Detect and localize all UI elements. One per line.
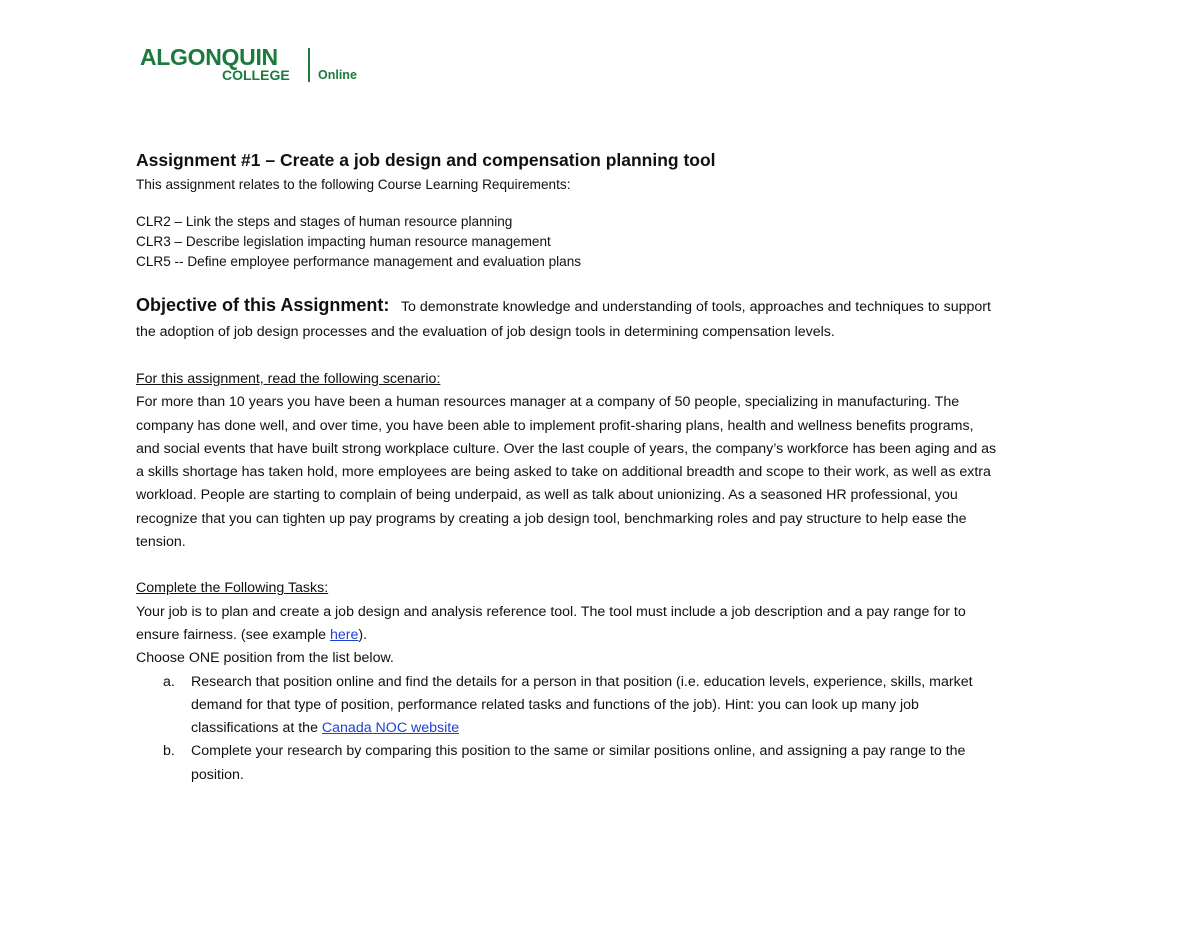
list-marker: b.	[163, 743, 175, 760]
page-title: Assignment #1 – Create a job design and compensation planning tool	[136, 150, 716, 170]
tasks-section	[136, 577, 1066, 787]
list-item: a. Research that position online and find the details for a person in that position (i.e. education levels, experience, skills, market demand for that type of position, performance related tasks and functions of the job). Hint: you can look up many job classifications at the Canada NOC website	[136, 671, 1066, 741]
logo-wordmark: ALGONQUIN	[140, 44, 278, 70]
objective-label: Objective of this Assignment:	[136, 295, 390, 315]
tasks-line: ensure fairness. (see example here).	[136, 626, 368, 643]
tasks-line: Your job is to plan and create a job design and analysis reference tool. The tool must include a job description and a pay range for to	[136, 603, 966, 620]
scenario-heading: For this assignment, read the following scenario:	[136, 371, 441, 387]
clr-item: CLR5 -- Define employee performance management and evaluation plans	[136, 254, 582, 269]
clr-item: CLR3 – Describe legislation impacting human resource management	[136, 234, 551, 249]
scenario-line: recognize that you can tighten up pay programs by creating a job design tool, benchmarking roles and pay structure to help ease the	[136, 510, 967, 527]
logo-divider	[308, 48, 310, 82]
tasks-heading: Complete the Following Tasks:	[136, 580, 329, 597]
scenario-section	[136, 368, 1066, 554]
scenario-line: workload. People are starting to complain of being underpaid, as well as talk about unionizing. As a seasoned HR professional, you	[136, 487, 958, 504]
scenario-line: For more than 10 years you have been a human resources manager at a company of 50 people, specializing in manufacturing. The	[136, 394, 960, 411]
objective-section	[136, 293, 1066, 345]
clr-list	[136, 212, 1066, 272]
scenario-line: a skills shortage has taken hold, more employees are being asked to take on additional breadth and scope to their work, as well as extra	[136, 464, 991, 481]
objective-text-1: To demonstrate knowledge and understanding of tools, approaches and techniques to support	[400, 299, 991, 315]
canada-noc-website-link[interactable]: Canada NOC website	[321, 720, 460, 737]
objective-text-2: the adoption of job design processes and the evaluation of job design tools in determining compensation levels.	[136, 324, 835, 340]
tasks-line: Choose ONE position from the list below.	[136, 650, 394, 667]
algonquin-college-online-logo	[140, 46, 380, 86]
list-item: b. Complete your research by comparing this position to the same or similar positions online, and assigning a pay range to the position.	[136, 740, 1066, 787]
tasks-list	[136, 671, 1066, 787]
list-marker: a.	[163, 673, 175, 690]
clr-item: CLR2 – Link the steps and stages of human resource planning	[136, 214, 513, 229]
intro-text: This assignment relates to the following Course Learning Requirements:	[136, 177, 571, 192]
logo-subtitle: COLLEGE	[222, 67, 290, 83]
scenario-line: tension.	[136, 534, 186, 551]
document-body	[136, 148, 1066, 787]
scenario-line: and social events that have built strong workplace culture. Over the last couple of years, the company’s workforce has been aging and as	[136, 440, 997, 457]
scenario-line: company has done well, and over time, you have been able to implement profit-sharing plans, health and wellness benefits programs,	[136, 417, 974, 434]
logo-online-label: Online	[318, 68, 357, 82]
example-here-link[interactable]: here	[330, 626, 359, 643]
